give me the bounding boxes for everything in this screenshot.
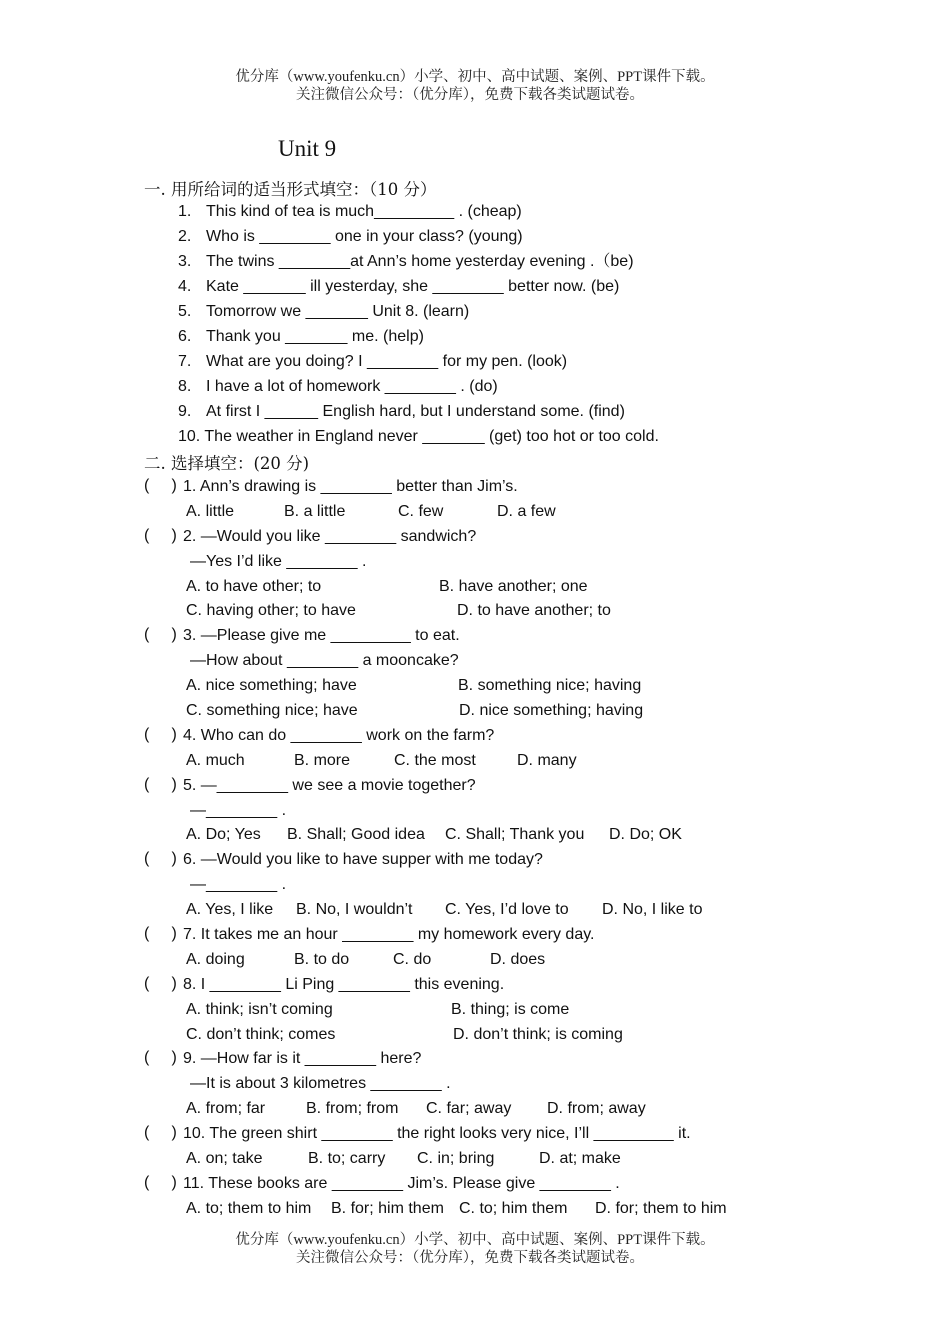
option-b: B. to do	[294, 951, 350, 968]
option-d: D. from; away	[547, 1100, 646, 1117]
option-a: A. Yes, I like	[186, 901, 274, 918]
list-item	[178, 402, 625, 422]
option-c: C. do	[393, 951, 432, 968]
option-c: C. don’t think; comes	[186, 1026, 336, 1043]
question-stem-2: —________ .	[190, 876, 287, 893]
item-text: Kate _______ ill yesterday, she ________ better now. (be)	[206, 278, 620, 295]
header-line-2: 关注微信公众号：（优分库），免费下载各类试题试卷。	[296, 87, 644, 103]
answer-bracket[interactable]: ( )	[144, 527, 177, 544]
question-stem: 11. These books are ________ Jim’s. Please give ________ .	[183, 1175, 620, 1192]
option-a: A. think; isn’t coming	[186, 1001, 333, 1018]
question-stem: 6. —Would you like to have supper with me today?	[183, 851, 543, 868]
item-number: 2.	[178, 228, 192, 245]
option-c: C. having other; to have	[186, 602, 356, 619]
option-c: C. few	[398, 503, 444, 520]
list-item	[178, 302, 469, 322]
list-item	[178, 252, 634, 272]
answer-bracket[interactable]: ( )	[144, 925, 177, 942]
list-item	[178, 352, 567, 372]
question-stem-2: —It is about 3 kilometres ________ .	[190, 1075, 451, 1092]
option-b: B. No, I wouldn’t	[296, 901, 413, 918]
option-b: B. have another; one	[439, 578, 588, 595]
item-number: 4.	[178, 278, 192, 295]
option-a: A. little	[186, 503, 235, 520]
option-d: D. many	[517, 752, 577, 769]
option-a: A. from; far	[186, 1100, 266, 1117]
item-number: 8.	[178, 378, 192, 395]
option-a: A. nice something; have	[186, 677, 357, 694]
item-text: I have a lot of homework ________ . (do)	[206, 378, 498, 395]
list-item	[178, 377, 498, 397]
option-d: D. to have another; to	[457, 602, 611, 619]
page-footer	[0, 1231, 950, 1267]
item-text: What are you doing? I ________ for my pen. (look)	[206, 353, 568, 370]
item-text: The weather in England never _______ (get) too hot or too cold.	[204, 428, 659, 445]
option-d: D. No, I like to	[602, 901, 703, 918]
list-item	[178, 277, 619, 297]
question-stem: 5. —________ we see a movie together?	[183, 777, 476, 794]
option-c: C. in; bring	[417, 1150, 495, 1167]
option-b: B. more	[294, 752, 351, 769]
item-number: 1.	[178, 203, 192, 220]
item-number: 3.	[178, 253, 192, 270]
question-stem-2: —________ .	[190, 802, 287, 819]
item-text: Who is ________ one in your class? (young)	[206, 228, 523, 245]
question-stem-2: —How about ________ a mooncake?	[190, 652, 459, 669]
option-b: B. Shall; Good idea	[287, 826, 425, 843]
option-d: D. don’t think; is coming	[453, 1026, 623, 1043]
question-stem: 1. Ann’s drawing is ________ better than Jim’s.	[183, 478, 518, 495]
option-b: B. thing; is come	[451, 1001, 570, 1018]
question-stem-2: —Yes I’d like ________ .	[190, 553, 367, 570]
option-c: C. Yes, I’d love to	[445, 901, 569, 918]
answer-bracket[interactable]: ( )	[144, 726, 177, 743]
item-number: 7.	[178, 353, 192, 370]
question-stem: 7. It takes me an hour ________ my homework every day.	[183, 926, 595, 943]
item-text: Thank you _______ me. (help)	[206, 328, 424, 345]
option-a: A. Do; Yes	[186, 826, 261, 843]
option-d: D. Do; OK	[609, 826, 682, 843]
option-b: B. for; him them	[331, 1200, 444, 1217]
page-header	[0, 68, 950, 104]
question-stem: 2. —Would you like ________ sandwich?	[183, 528, 477, 545]
list-item	[178, 427, 659, 447]
option-b: B. to; carry	[308, 1150, 386, 1167]
option-a: A. doing	[186, 951, 245, 968]
section-1-heading: 一. 用所给词的适当形式填空：（10 分）	[144, 180, 437, 199]
item-text: The twins ________at Ann’s home yesterday evening .（be)	[206, 253, 634, 270]
answer-bracket[interactable]: ( )	[144, 1049, 177, 1066]
footer-line-2: 关注微信公众号：（优分库），免费下载各类试题试卷。	[296, 1250, 644, 1266]
question-stem: 4. Who can do ________ work on the farm?	[183, 727, 495, 744]
list-item	[178, 202, 522, 222]
option-b: B. a little	[284, 503, 346, 520]
section-2-heading: 二. 选择填空：(20 分)	[144, 454, 310, 473]
item-text: This kind of tea is much_________ . (cheap)	[206, 203, 522, 220]
item-text: Tomorrow we _______ Unit 8. (learn)	[206, 303, 470, 320]
header-line-1: 优分库（www.youfenku.cn）小学、初中、高中试题、案例、PPT课件下载。	[235, 69, 715, 85]
option-c: C. Shall; Thank you	[445, 826, 585, 843]
list-item	[178, 327, 424, 347]
option-d: D. for; them to him	[595, 1200, 727, 1217]
question-stem: 10. The green shirt ________ the right looks very nice, I’ll _________ it.	[183, 1125, 691, 1142]
option-d: D. at; make	[539, 1150, 621, 1167]
answer-bracket[interactable]: ( )	[144, 1174, 177, 1191]
option-c: C. to; him them	[459, 1200, 568, 1217]
footer-line-1: 优分库（www.youfenku.cn）小学、初中、高中试题、案例、PPT课件下载。	[235, 1232, 715, 1248]
item-number: 10.	[178, 428, 201, 445]
option-b: B. something nice; having	[458, 677, 642, 694]
question-stem: 9. —How far is it ________ here?	[183, 1050, 422, 1067]
option-c: C. something nice; have	[186, 702, 358, 719]
answer-bracket[interactable]: ( )	[144, 975, 177, 992]
option-a: A. to have other; to	[186, 578, 322, 595]
item-number: 6.	[178, 328, 192, 345]
option-d: D. nice something; having	[459, 702, 644, 719]
question-stem: 8. I ________ Li Ping ________ this evening.	[183, 976, 505, 993]
question-stem: 3. —Please give me _________ to eat.	[183, 627, 460, 644]
item-number: 9.	[178, 403, 192, 420]
answer-bracket[interactable]: ( )	[144, 776, 177, 793]
answer-bracket[interactable]: ( )	[144, 477, 177, 494]
option-c: C. the most	[394, 752, 476, 769]
option-b: B. from; from	[306, 1100, 399, 1117]
page-title: Unit 9	[278, 136, 337, 161]
item-text: At first I ______ English hard, but I understand some. (find)	[206, 403, 625, 420]
answer-bracket[interactable]: ( )	[144, 626, 177, 643]
option-a: A. to; them to him	[186, 1200, 312, 1217]
option-c: C. far; away	[426, 1100, 512, 1117]
option-a: A. on; take	[186, 1150, 263, 1167]
option-a: A. much	[186, 752, 245, 769]
option-d: D. does	[490, 951, 546, 968]
answer-bracket[interactable]: ( )	[144, 850, 177, 867]
list-item	[178, 227, 523, 247]
answer-bracket[interactable]: ( )	[144, 1124, 177, 1141]
item-number: 5.	[178, 303, 192, 320]
option-d: D. a few	[497, 503, 556, 520]
